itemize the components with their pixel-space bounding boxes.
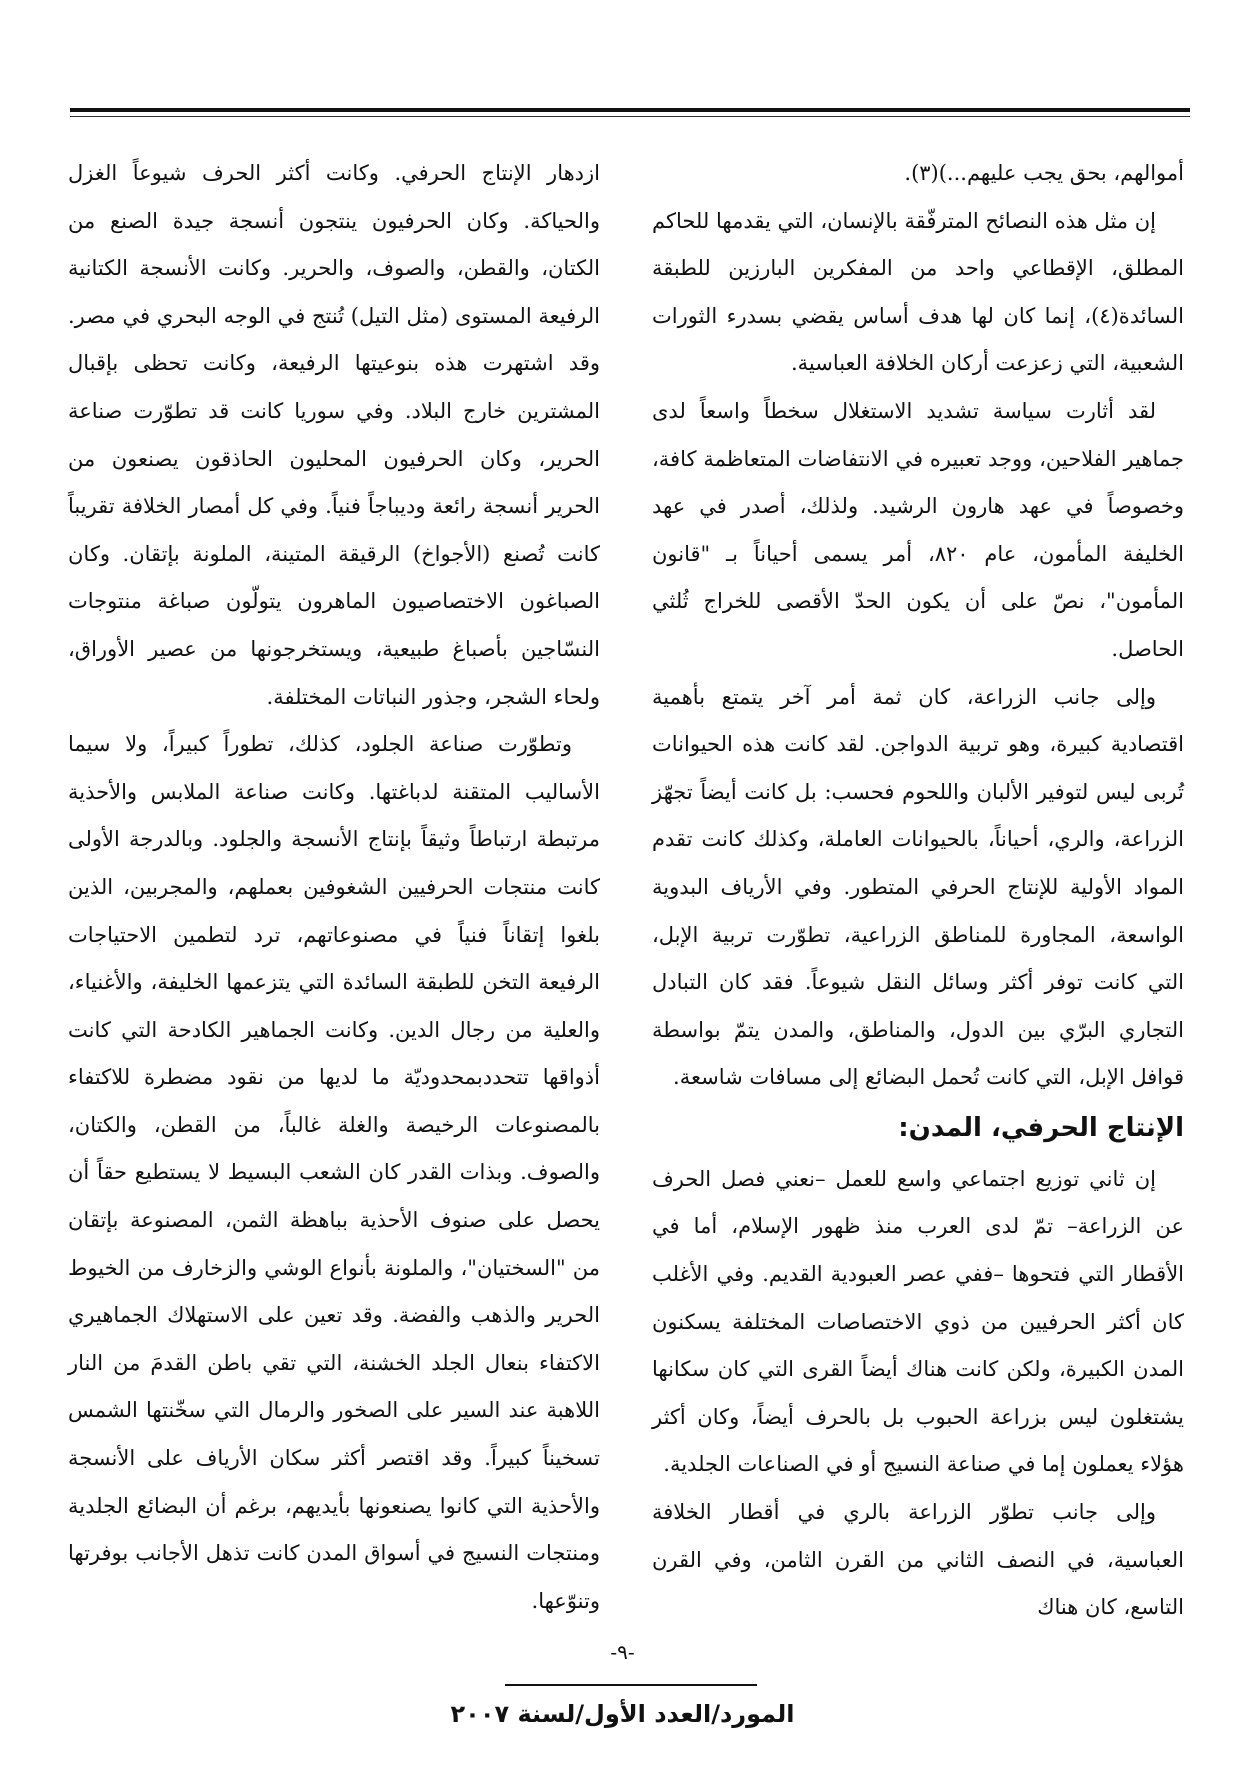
journal-footer: المورد/العدد الأول/لسنة ٢٠٠٧ [450,1700,795,1728]
paragraph: وتطوّرت صناعة الجلود، كذلك، تطوراً كبيراً، ولا سيما الأساليب المتقنة لدباغتها. وكانت صناعة الملابس والأحذية مرتبطة ارتباطاً وثيقاً بإنتاج الأنسجة والجلود. وبالدرجة الأولى كانت منتجات الحرفيين الشغوفين بعملهم، والمجربين، الذين بلغوا إتقاناً فنياً في مصنوعاتهم، ترد لتطمين الاحتياجات الرفيعة التخن للطبقة السائدة التي يتزعمها الخليفة، والأغنياء، والعلية من رجال الدين. وكانت الجماهير الكادحة التي كانت أذواقها تتحددبمحدوديّة ما لديها من نقود مضطرة للاكتفاء بالمصنوعات الرخيصة والغلة غالباً، من القطن، والكتان، والصوف. وبذات القدر كان الشعب البسيط لا يستطيع حقاً أن يحصل على صنوف الأحذية بباهظة الثمن، المصنوعة بإتقان من "السختيان"، والملونة بأنواع الوشي والزخارف من الخيوط الحرير والذهب والفضة. وقد تعين على الاستهلاك الجماهيري الاكتفاء بنعال الجلد الخشنة، التي تقي باطن القدمَ من النار اللاهبة عند السير على الصخور والرمال التي سخّنتها الشمس تسخيناً كبيراً. وقد اقتصر أكثر سكان الأرياف على الأنسجة والأحذية التي كانوا يصنعونها بأيديهم، برغم أن البضائع الجلدية ومنتجات النسيج في أسواق المدن كانت تذهل الأجانب بوفرتها وتنوّعها. [68,732,600,1613]
paragraph: وإلى جانب تطوّر الزراعة بالري في أقطار الخلافة العباسية، في النصف الثاني من القرن الثامن، وفي القرن التاسع، كان هناك [652,1500,1184,1620]
paragraph: لقد أثارت سياسة تشديد الاستغلال سخطاً واسعاً لدى جماهير الفلاحين، ووجد تعبيره في الانتفاضات المتعاظمة كافة، وخصوصاً في عهد هارون الرشيد. ولذلك، أصدر في عهد الخليفة المأمون، عام ٨٢٠، أمر يسمى أحياناً بـ "قانون المأمون"، نصّ على أن يكون الحدّ الأقصى للخراج ثُلثي الحاصل. [652,398,1184,661]
footer-rule [505,1684,757,1686]
left-column [68,150,600,1625]
header-rule [70,108,1190,112]
paragraph: أموالهم، بحق يجب عليهم...)(٣). [904,161,1184,185]
paragraph: إن ثاني توزيع اجتماعي واسع للعمل –نعني فصل الحرف عن الزراعة– تمّ لدى العرب منذ ظهور الإسلام، أما في الأقطار التي فتحوها –ففي عصر العبودية القديم. وفي الأغلب كان أكثر الحرفيين من ذوي الاختصاصات المختلفة يسكنون المدن الكبيرة، ولكن كانت هناك أيضاً القرى التي كان سكانها يشتغلون ليس بزراعة الحبوب بل بالحرف أيضاً، وكان أكثر هؤلاء يعملون إما في صناعة النسيج أو في الصناعات الجلدية. [652,1166,1184,1477]
paragraph: إن مثل هذه النصائح المترفّقة بالإنسان، التي يقدمها للحاكم المطلق، الإقطاعي واحد من المفكرين البارزين للطبقة السائدة(٤)، إنما كان لها هدف أساس يقضي بسدرء الثورات الشعبية، التي زعزعت أركان الخلافة العباسية. [652,208,1184,376]
page-number: -٩- [610,1640,635,1664]
right-column [652,150,1184,1632]
paragraph: ازدهار الإنتاج الحرفي. وكانت أكثر الحرف شيوعاً الغزل والحياكة. وكان الحرفيون ينتجون أنسجة جيدة الصنع من الكتان، والقطن، والصوف، والحرير. وكانت الأنسجة الكتانية الرفيعة المستوى (مثل التيل) تُنتج في الوجه البحري في مصر. وقد اشتهرت هذه بنوعيتها الرفيعة، وكانت تحظى بإقبال المشترين خارج البلاد. وفي سوريا كانت قد تطوّرت صناعة الحرير، وكان الحرفيون المحليون الحاذقون يصنعون من الحرير أنسجة رائعة وديباجاً فنياً. وفي كل أمصار الخلافة تقريباً كانت تُصنع (الأجواخ) الرقيقة المتينة، الملونة بإتقان. وكان الصباغون الاختصاصيون الماهرون يتولّون صباغة منتوجات النسّاجين بأصباغ طبيعية، ويستخرجونها من عصير الأوراق، ولحاء الشجر، وجذور النباتات المختلفة. [68,161,600,709]
paragraph: وإلى جانب الزراعة، كان ثمة أمر آخر يتمتع بأهمية اقتصادية كبيرة، وهو تربية الدواجن. لقد كانت هذه الحيوانات تُربى ليس لتوفير الألبان واللحوم فحسب: بل كانت أيضاً تجهّز الزراعة، والري، أحياناً، بالحيوانات العاملة، وكذلك كانت تقدم المواد الأولية للإنتاج الحرفي المتطور. وفي الأرياف البدوية الواسعة، المجاورة للمناطق الزراعية، تطوّرت تربية الإبل، التي كانت توفر أكثر وسائل النقل شيوعاً. فقد كان التبادل التجاري البرّي بين الدول، والمناطق، والمدن يتمّ بواسطة قوافل الإبل، التي كانت تُحمل البضائع إلى مسافات شاسعة. [652,684,1184,1090]
section-heading: الإنتاج الحرفي، المدن: [898,1112,1184,1143]
header-rule-thin [70,116,1190,117]
